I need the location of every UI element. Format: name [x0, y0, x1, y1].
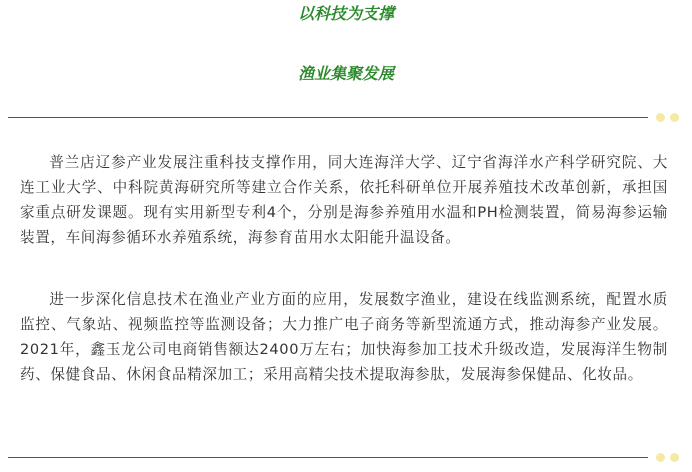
divider-dot-icon — [656, 113, 665, 122]
section-heading-line-2: 渔业集聚发展 — [297, 64, 394, 83]
divider-dot-icon — [670, 453, 679, 462]
divider-rule — [8, 457, 648, 458]
body-paragraph-1: 普兰店辽参产业发展注重科技支撑作用，同大连海洋大学、辽宁省海洋水产科学研究院、大连工业大学、中科院黄海研究所等建立合作关系，依托科研单位开展养殖技术改革创新，承担国家重点研发课题。现有实用新型专利4个，分别是海参养殖用水温和PH检测装置，简易海参运输装置，车间海参循环水养殖系统，海参育苗用水太阳能升温设备。 — [20, 154, 668, 246]
section-heading-line-1: 以科技为支撑 — [297, 4, 394, 23]
bottom-divider — [8, 450, 684, 466]
divider-dot-icon — [656, 453, 665, 462]
body-paragraph-2: 进一步深化信息技术在渔业产业方面的应用，发展数字渔业，建设在线监测系统，配置水质监控、气象站、视频监控等监测设备；大力推广电子商务等新型流通方式，推动海参产业发展。2021年，鑫玉龙公司电商销售额达2400万左右；加快海参加工技术升级改造，发展海洋生物制药、保健食品、休闲食品精深加工；采用高精尖技术提取海参肽，发展海参保健品、化妆品。 — [20, 291, 668, 383]
divider-dot-icon — [670, 113, 679, 122]
top-divider — [8, 110, 684, 126]
divider-rule — [8, 117, 648, 118]
